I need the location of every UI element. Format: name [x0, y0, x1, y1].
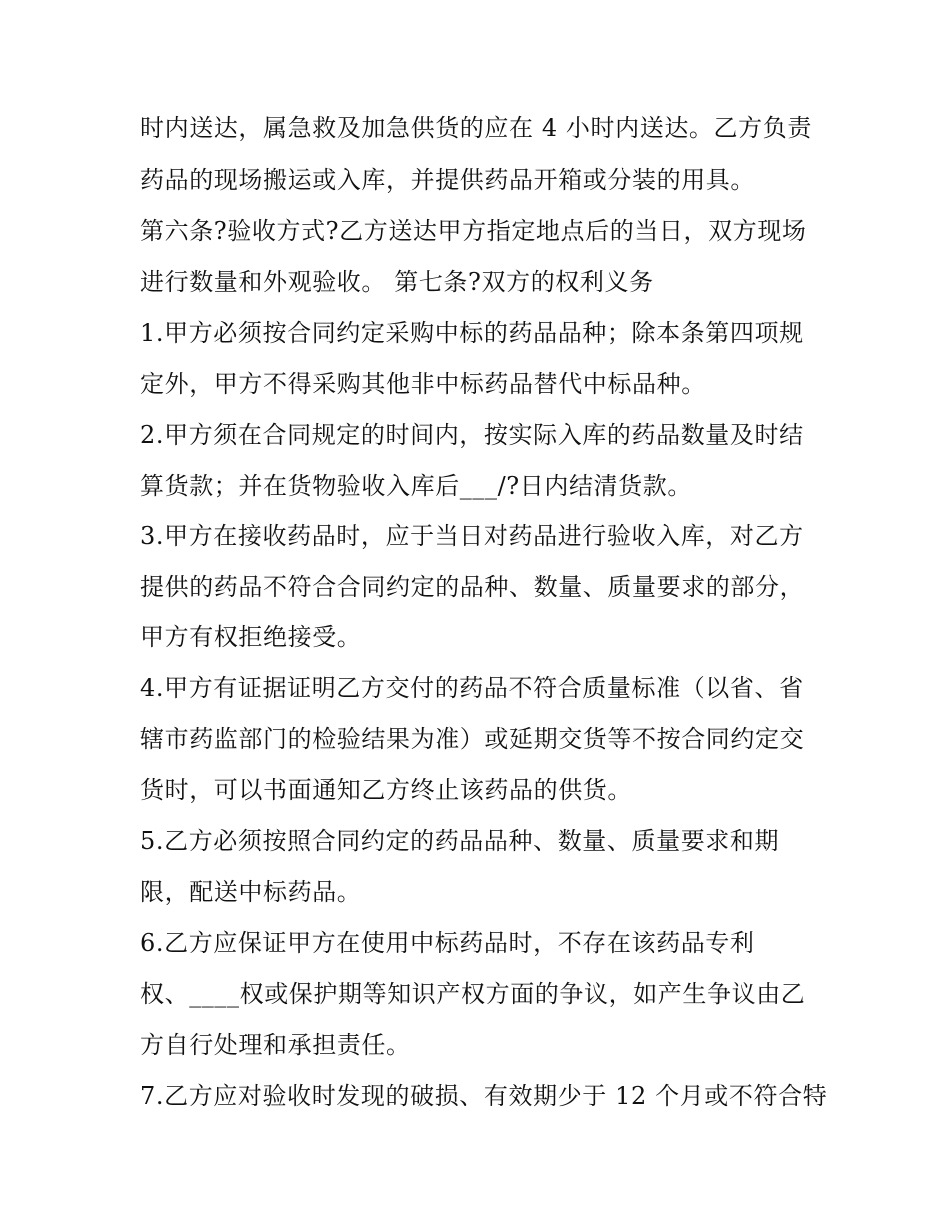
- text-line: 提供的药品不符合合同约定的品种、数量、质量要求的部分，: [140, 573, 805, 601]
- text-line: 3.甲方在接收药品时，应于当日对药品进行验收入库，对乙方: [140, 522, 804, 550]
- text-line: 时内送达，属急救及加急供货的应在 4 小时内送达。乙方负责: [140, 114, 812, 142]
- text-line: 药品的现场搬运或入库，并提供药品开箱或分装的用具。: [140, 166, 755, 194]
- text-line: 1.甲方必须按合同约定采购中标的药品品种；除本条第四项规: [140, 319, 804, 347]
- text-line: 2.甲方须在合同规定的时间内，按实际入库的药品数量及时结: [140, 421, 804, 449]
- text-line: 辖市药监部门的检验结果为准）或延期交货等不按合同约定交: [140, 725, 805, 753]
- text-line: 货时，可以书面通知乙方终止该药品的供货。: [140, 776, 632, 804]
- text-line: 方自行处理和承担责任。: [140, 1031, 411, 1059]
- text-line: 限，配送中标药品。: [140, 878, 362, 906]
- text-line: 权、____权或保护期等知识产权方面的争议，如产生争议由乙: [140, 980, 806, 1008]
- text-line: 甲方有权拒绝接受。: [140, 623, 362, 651]
- text-line: 6.乙方应保证甲方在使用中标药品时，不存在该药品专利: [140, 929, 755, 957]
- text-line: 7.乙方应对验收时发现的破损、有效期少于 12 个月或不符合特: [140, 1082, 828, 1110]
- text-line: 5.乙方必须按照合同约定的药品品种、数量、质量要求和期: [140, 827, 780, 855]
- text-line: 4.甲方有证据证明乙方交付的药品不符合质量标准（以省、省: [140, 674, 804, 702]
- text-line: 定外，甲方不得采购其他非中标药品替代中标品种。: [140, 370, 706, 398]
- text-line: 算货款；并在货物验收入库后___/?日内结清货款。: [140, 472, 692, 500]
- text-line: 进行数量和外观验收。 第七条?双方的权利义务: [140, 268, 654, 296]
- text-line: 第六条?验收方式?乙方送达甲方指定地点后的当日，双方现场: [140, 217, 807, 245]
